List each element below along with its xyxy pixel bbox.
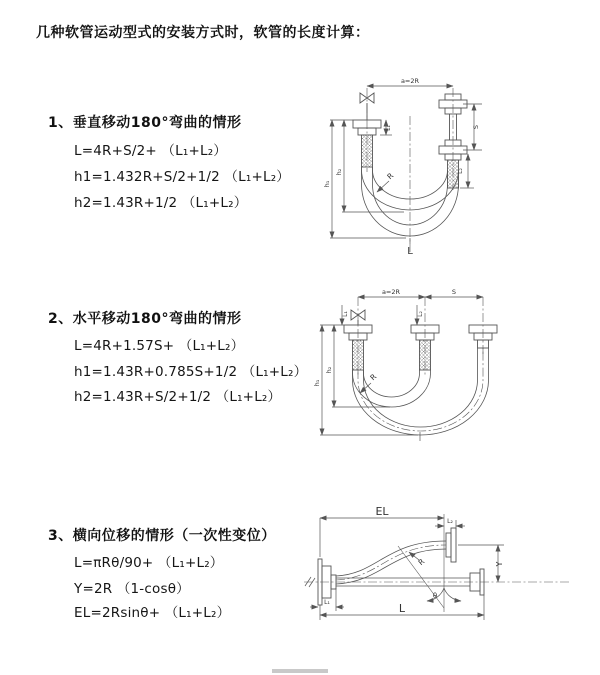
dim-label-h2: h₂: [335, 168, 343, 176]
formula-line: h2=1.43R+1/2 （L₁+L₂）: [74, 195, 248, 211]
dim-label-radius: R: [416, 556, 427, 568]
dim-label-radius: R: [385, 171, 396, 182]
braided-hose-left: [353, 340, 364, 370]
valve-icon: [360, 93, 374, 120]
dim-label-h1: h₁: [313, 379, 321, 387]
section-2-heading: 2、水平移动180°弯曲的情形: [48, 311, 242, 327]
dim-label-l1: L₁: [324, 599, 330, 606]
section-1-heading: 1、垂直移动180°弯曲的情形: [48, 115, 242, 131]
dimension-h1: [320, 325, 418, 435]
diagram-horizontal-180-bend: [308, 285, 600, 463]
diagram-lateral-displacement: [298, 500, 600, 650]
formula-line: h1=1.432R+S/2+1/2 （L₁+L₂）: [74, 169, 291, 185]
dim-label-y: Y: [495, 561, 504, 567]
dim-label-l2: L₂: [447, 518, 453, 525]
dim-label-el: EL: [375, 505, 389, 518]
dim-label-s: S: [451, 288, 457, 296]
dim-label-radius: R: [368, 372, 379, 383]
formula-line: h1=1.43R+0.785S+1/2 （L₁+L₂）: [74, 364, 308, 380]
dim-label-span: a=2R: [381, 288, 401, 296]
dim-label-h1: h₁: [323, 180, 331, 188]
diagram-vertical-180-bend: [310, 72, 598, 258]
dimension-h2: [342, 120, 404, 212]
formula-line: L=πRθ/90+ （L₁+L₂）: [74, 555, 224, 571]
dim-label-l2: L₂: [457, 168, 464, 174]
dim-label-h2: h₂: [325, 366, 333, 374]
dim-label-length: L: [407, 246, 413, 257]
flange-right-upper: [446, 528, 456, 562]
page-edge-mark: [272, 669, 328, 673]
formula-line: L=4R+S/2+ （L₁+L₂）: [74, 143, 228, 159]
centerlines: [367, 88, 453, 252]
formula-line: EL=2Rsinθ+ （L₁+L₂）: [74, 605, 231, 621]
formula-line: h2=1.43R+S/2+1/2 （L₁+L₂）: [74, 389, 282, 405]
dim-label-length: L: [398, 602, 406, 615]
section-3-heading: 3、横向位移的情形（一次性变位）: [48, 528, 276, 544]
page-title: 几种软管运动型式的安装方式时，软管的长度计算：: [36, 25, 370, 41]
dim-label-theta: θ: [432, 592, 438, 600]
dim-label-span: a=2R: [400, 77, 420, 85]
dim-label-l1: L₁: [385, 125, 392, 131]
dim-label-s: S: [472, 124, 480, 130]
dim-label-l1: L₁: [342, 311, 349, 317]
braided-hose-left: [362, 135, 373, 167]
formula-line: Y=2R （1-cosθ）: [74, 581, 190, 597]
formula-line: L=4R+1.57S+ （L₁+L₂）: [74, 338, 245, 354]
dim-label-l2: L₂: [417, 311, 424, 317]
braided-hose-middle: [420, 340, 431, 370]
